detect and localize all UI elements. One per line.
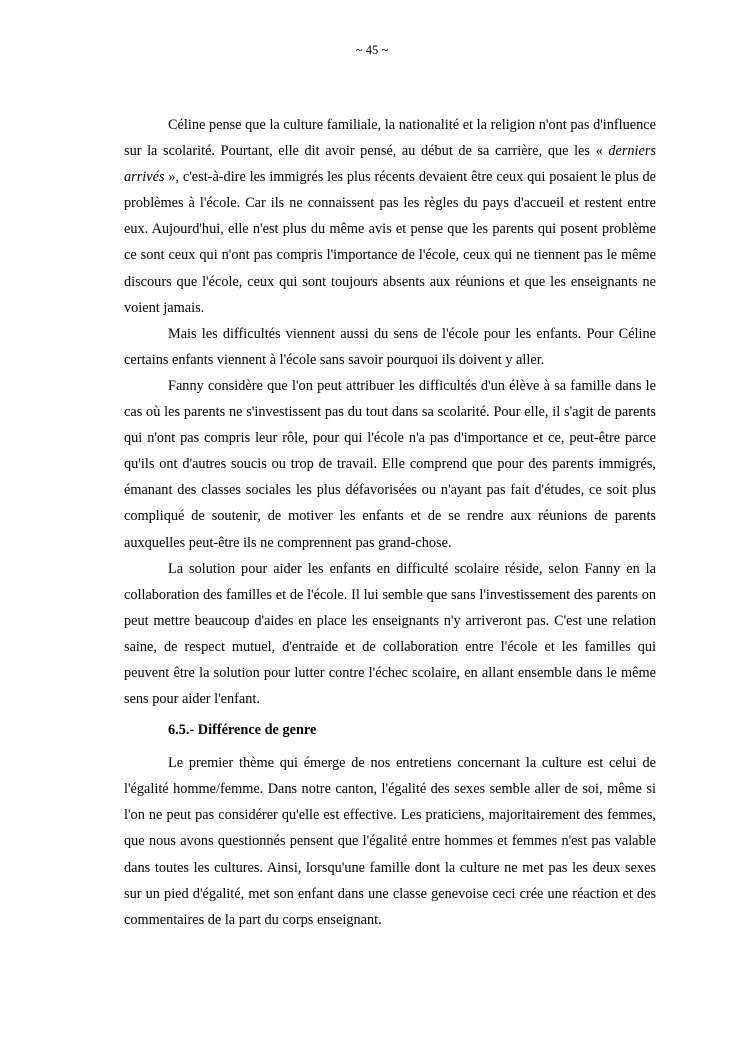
paragraph-celine-culture (124, 112, 656, 321)
document-body (124, 112, 656, 933)
paragraph-solution-collaboration: La solution pour aider les enfants en difficulté scolaire réside, selon Fanny en la collaboration des familles et de l'école. Il lui semble que sans l'investissement des parents on peut mettre beaucoup d'aides en place les enseignants n'y arriveront pas. C'est une relation saine, de respect mutuel, d'entraide et de collaboration entre l'école et les familles qui peuvent être la solution pour lutter contre l'échec scolaire, en allant ensemble dans le même sens pour aider l'enfant. (124, 560, 656, 708)
section-heading: 6.5.- Différence de genre (168, 722, 317, 739)
paragraph-egalite-genre: Le premier thème qui émerge de nos entretiens concernant la culture est celui de l'égalité homme/femme. Dans notre canton, l'égalité des sexes semble aller de soi, même si l'on ne peut pas considérer qu'elle est effective. Les praticiens, majoritairement des femmes, que nous avons questionnés pensent que l'égalité entre hommes et femmes n'est pas valable dans toutes les cultures. Ainsi, lorsqu'une famille dont la culture ne met pas les deux sexes sur un pied d'égalité, met son enfant dans une classe genevoise ceci crée une réaction et des commentaires de la part du corps enseignant. (124, 755, 656, 928)
paragraph-fanny-famille: Fanny considère que l'on peut attribuer les difficultés d'un élève à sa famille dans le cas où les parents ne s'investissent pas du tout dans sa scolarité. Pour elle, il s'agit de parents qui n'ont pas compris leur rôle, pour qui l'école n'a pas d'importance et ce, peut-être parce qu'ils ont d'autres soucis ou trop de travail. Elle comprend que pour des parents immigrés, émanant des classes sociales les plus défavorisées ou n'ayant pas fait d'études, ce soit plus compliqué de soutenir, de motiver les enfants et de se rendre aux réunions de parents auxquelles peut-être ils ne comprennent pas grand-chose. (124, 377, 656, 551)
paragraph-text: », c'est-à-dire les immigrés les plus récents devaient être ceux qui posaient le plus de problèmes à l'école. Car ils ne connaissent pas les règles du pays d'accueil et restent entre eux. Aujourd'hui, elle n'est plus du même avis et pense que les parents qui posent problème ce sont ceux qui n'ont pas compris l'importance de l'école, ceux qui ne tiennent pas le même discours que l'école, ceux qui sont toujours absents aux réunions et que les enseignants ne voient jamais. (124, 169, 656, 316)
paragraph-sens-ecole: Mais les difficultés viennent aussi du sens de l'école pour les enfants. Pour Céline certains enfants viennent à l'école sans savoir pourquoi ils doivent y aller. (124, 325, 656, 368)
page-number: ~ 45 ~ (355, 43, 389, 57)
emphasis-text: derniers arrivés (124, 143, 656, 186)
paragraph-text: Céline pense que la culture familiale, la nationalité et la religion n'ont pas d'influence sur la scolarité. Pourtant, elle dit avoir pensé, au début de sa carrière, que les « (124, 117, 656, 160)
